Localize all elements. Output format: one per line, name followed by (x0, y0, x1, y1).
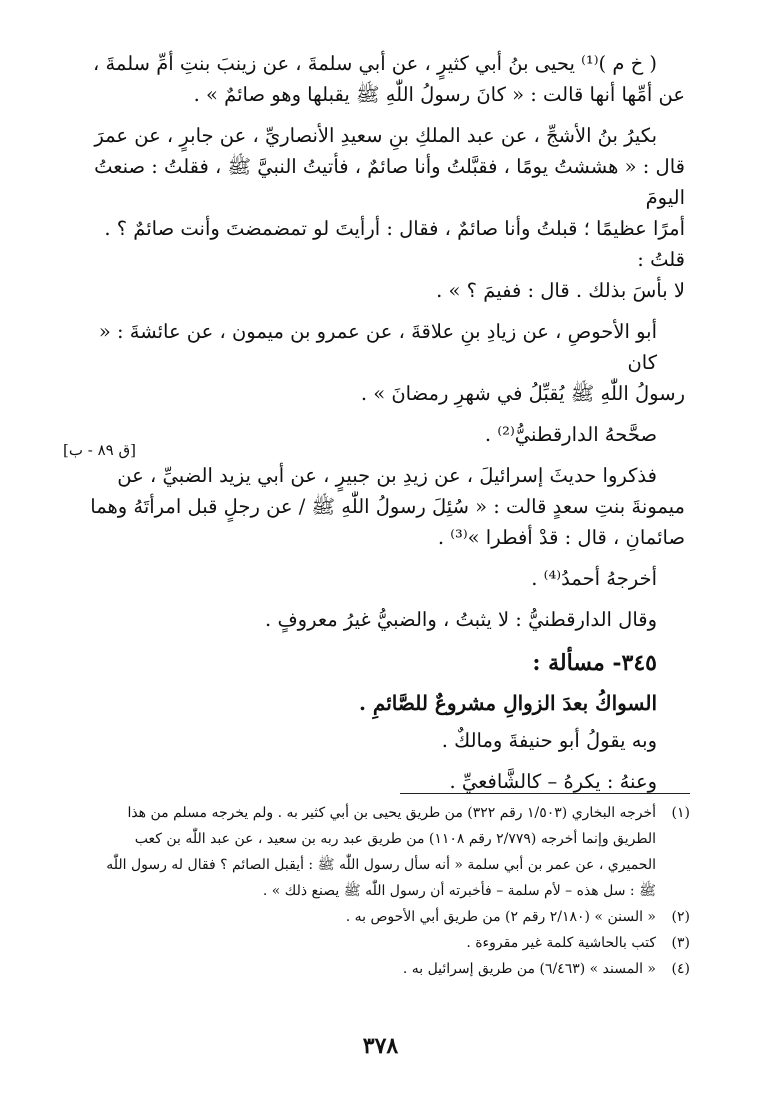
paragraph-5 (70, 460, 685, 553)
text-line: ( خ م )⁽¹⁾ يحيى بنُ أبي كثيرٍ ، عن أبي سلمةَ ، عن زينبَ بنتِ أمِّ سلمةَ ، (92, 52, 657, 75)
footnote-line: أخرجه البخاري (١/٥٠٣ رقم ٣٢٢) من طريق يحيى بن أبي كثير به . ولم يخرجه مسلم من هذا (127, 805, 656, 821)
footnote-body (80, 930, 656, 956)
footnote-line: ﷺ : سل هذه – لأم سلمة – فأخبرته أن رسول اللّٰه ﷺ يصنع ذلك » . (262, 883, 656, 899)
text-line: رسولُ اللّٰهِ ﷺ يُقبِّلُ في شهرِ رمضانَ » . (360, 382, 685, 405)
footnote-line: كتب بالحاشية كلمة غير مقروءة . (466, 935, 656, 951)
text-line: بكيرُ بنُ الأشجِّ ، عن عبد الملكِ بنِ سعيدِ الأنصاريِّ ، عن جابرٍ ، عن عمرَ (94, 124, 657, 147)
text-line: أبو الأحوصِ ، عن زيادِ بنِ علاقةَ ، عن عمرو بن ميمون ، عن عائشةَ : « كان (98, 320, 657, 374)
text-line: فذكروا حديثَ إسرائيلَ ، عن زيدِ بن جبيرٍ ، عن أبي يزيد الضبيِّ ، عن (117, 464, 657, 487)
text-line: وقال الدارقطنيُّ : لا يثبتُ ، والضبيُّ غيرُ معروفٍ . (265, 608, 657, 631)
footnote-body (80, 904, 656, 930)
footnote-body (80, 800, 656, 904)
paragraph-2 (70, 120, 685, 306)
footnote-line: الطريق وإنما أخرجه (٢/٧٧٩ رقم ١١٠٨) من طريق عبد ربه بن سعيد ، عن عبد اللّٰه بن كعب (134, 831, 656, 847)
footnote-body (80, 956, 656, 982)
paragraph-7 (70, 604, 685, 635)
paragraph-8 (70, 725, 685, 756)
paragraph-4 (70, 419, 685, 450)
paragraph-3 (70, 316, 685, 409)
footnote (80, 956, 690, 982)
footnote (80, 904, 690, 930)
text-line: صائمانِ ، قال : قدْ أفطرا »⁽³⁾ . (437, 526, 685, 549)
text-line: وبه يقولُ أبو حنيفةَ ومالكٌ . (441, 729, 657, 752)
footnote (80, 930, 690, 956)
footnote-number: (٣) (671, 935, 690, 951)
text-line: عن أمِّها أنها قالت : « كانَ رسولُ اللّٰهِ ﷺ يقبلها وهو صائمٌ » . (193, 83, 685, 106)
text-line: وعنهُ : يكرهُ – كالشَّافعيِّ . (449, 770, 657, 793)
text-line: ميمونةَ بنتِ سعدٍ قالت : « سُئِلَ رسولُ اللّٰهِ ﷺ / عن رجلٍ قبل امرأتَهُ وهما (90, 495, 685, 518)
text-line: صحَّحهُ الدارقطنيُّ⁽²⁾ . (484, 423, 657, 446)
main-text (70, 48, 685, 807)
footnote-line: الحميري ، عن عمر بن أبي سلمة « أنه سأل رسول اللّٰه ﷺ : أيقبل الصائم ؟ فقال له رسول اللّٰه (106, 857, 656, 873)
footnotes (80, 800, 690, 982)
footnote-number: (٢) (671, 909, 690, 925)
text-line: قال : « هششتُ يومًا ، فقبَّلتُ وأنا صائمٌ ، فأتيتُ النبيَّ ﷺ ، فقلتُ : صنعتُ اليومَ (94, 155, 685, 209)
paragraph-6 (70, 563, 685, 594)
text-line: لا بأسَ بذلك . قال : ففيمَ ؟ » . (436, 279, 685, 302)
text-line: أخرجهُ أحمدُ⁽⁴⁾ . (531, 567, 657, 590)
footnote-separator (400, 793, 690, 794)
section-subheading: السواكُ بعدَ الزوالِ مشروعٌ للصَّائمِ . (359, 691, 657, 715)
footnote-line: « المسند » (٦/٤٦٣) من طريق إسرائيل به . (402, 961, 656, 977)
footnote-number: (٤) (671, 961, 690, 977)
page-number: ٣٧٨ (362, 1033, 399, 1059)
manuscript-folio-note: [ق ٨٩ - ب] (63, 441, 136, 459)
paragraph-1 (70, 48, 685, 110)
footnote (80, 800, 690, 904)
footnote-number: (١) (671, 805, 690, 821)
text-line: أمرًا عظيمًا ؛ قبلتُ وأنا صائمٌ ، فقال : أرأيتَ لو تمضمضتَ وأنت صائمٌ ؟ . قلتُ : (104, 217, 685, 271)
footnote-line: « السنن » (٢/١٨٠ رقم ٢) من طريق أبي الأحوص به . (345, 909, 656, 925)
section-heading: ٣٤٥- مسألة : (532, 650, 657, 676)
